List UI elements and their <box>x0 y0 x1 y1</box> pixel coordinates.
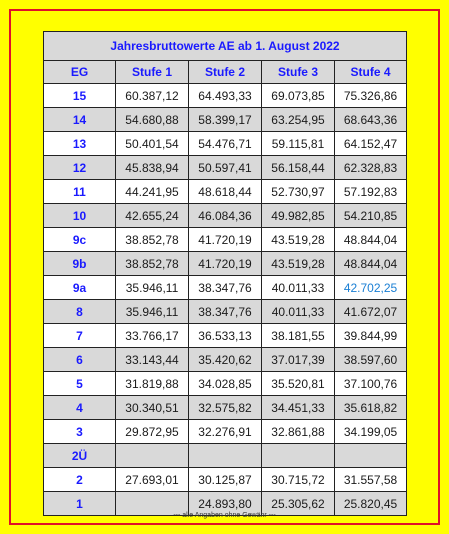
row-eg-label: 2 <box>44 468 116 492</box>
cell-stufe-1: 35.946,11 <box>116 276 189 300</box>
table-row <box>44 180 407 204</box>
cell-stufe-3: 40.011,33 <box>262 300 335 324</box>
row-eg-label: 6 <box>44 348 116 372</box>
table-row <box>44 132 407 156</box>
cell-stufe-3: 43.519,28 <box>262 252 335 276</box>
table-row <box>44 468 407 492</box>
cell-stufe-4: 57.192,83 <box>335 180 407 204</box>
table-row <box>44 324 407 348</box>
row-eg-label: 11 <box>44 180 116 204</box>
table-row <box>44 372 407 396</box>
cell-stufe-2 <box>189 444 262 468</box>
cell-stufe-4: 38.597,60 <box>335 348 407 372</box>
cell-stufe-2: 35.420,62 <box>189 348 262 372</box>
cell-stufe-4: 41.672,07 <box>335 300 407 324</box>
table-row <box>44 276 407 300</box>
header-eg: EG <box>44 61 116 84</box>
cell-stufe-2: 36.533,13 <box>189 324 262 348</box>
header-stufe-4: Stufe 4 <box>335 61 407 84</box>
cell-stufe-4 <box>335 444 407 468</box>
cell-stufe-3: 63.254,95 <box>262 108 335 132</box>
disclaimer-footer: --- alle Angaben ohne Gewähr --- <box>173 512 276 519</box>
cell-stufe-2: 46.084,36 <box>189 204 262 228</box>
row-eg-label: 13 <box>44 132 116 156</box>
table-title: Jahresbruttowerte AE ab 1. August 2022 <box>44 32 407 61</box>
cell-stufe-4: 42.702,25 <box>335 276 407 300</box>
cell-stufe-2: 41.720,19 <box>189 252 262 276</box>
cell-stufe-3: 69.073,85 <box>262 84 335 108</box>
cell-stufe-1: 38.852,78 <box>116 252 189 276</box>
row-eg-label: 5 <box>44 372 116 396</box>
row-eg-label: 15 <box>44 84 116 108</box>
table-row <box>44 228 407 252</box>
cell-stufe-2: 32.575,82 <box>189 396 262 420</box>
row-eg-label: 12 <box>44 156 116 180</box>
cell-stufe-4: 64.152,47 <box>335 132 407 156</box>
row-eg-label: 3 <box>44 420 116 444</box>
cell-stufe-4: 25.820,45 <box>335 492 407 516</box>
row-eg-label: 2Ü <box>44 444 116 468</box>
cell-stufe-3: 40.011,33 <box>262 276 335 300</box>
cell-stufe-1: 30.340,51 <box>116 396 189 420</box>
cell-stufe-4: 37.100,76 <box>335 372 407 396</box>
cell-stufe-2: 30.125,87 <box>189 468 262 492</box>
table-row <box>44 300 407 324</box>
cell-stufe-3: 32.861,88 <box>262 420 335 444</box>
row-eg-label: 9c <box>44 228 116 252</box>
cell-stufe-3: 25.305,62 <box>262 492 335 516</box>
cell-stufe-3: 49.982,85 <box>262 204 335 228</box>
cell-stufe-4: 68.643,36 <box>335 108 407 132</box>
cell-stufe-1: 44.241,95 <box>116 180 189 204</box>
row-eg-label: 9a <box>44 276 116 300</box>
cell-stufe-3: 52.730,97 <box>262 180 335 204</box>
cell-stufe-3: 34.451,33 <box>262 396 335 420</box>
cell-stufe-3: 56.158,44 <box>262 156 335 180</box>
cell-stufe-2: 38.347,76 <box>189 276 262 300</box>
table-body <box>44 84 407 516</box>
cell-stufe-2: 64.493,33 <box>189 84 262 108</box>
cell-stufe-1: 50.401,54 <box>116 132 189 156</box>
table-row <box>44 108 407 132</box>
cell-stufe-3: 35.520,81 <box>262 372 335 396</box>
cell-stufe-4: 62.328,83 <box>335 156 407 180</box>
cell-stufe-3: 37.017,39 <box>262 348 335 372</box>
cell-stufe-4: 34.199,05 <box>335 420 407 444</box>
cell-stufe-2: 34.028,85 <box>189 372 262 396</box>
cell-stufe-2: 38.347,76 <box>189 300 262 324</box>
cell-stufe-1: 35.946,11 <box>116 300 189 324</box>
table-row <box>44 348 407 372</box>
table-row <box>44 84 407 108</box>
cell-stufe-1: 45.838,94 <box>116 156 189 180</box>
table-row <box>44 204 407 228</box>
row-eg-label: 1 <box>44 492 116 516</box>
cell-stufe-2: 54.476,71 <box>189 132 262 156</box>
header-stufe-2: Stufe 2 <box>189 61 262 84</box>
table-row <box>44 156 407 180</box>
cell-stufe-1: 38.852,78 <box>116 228 189 252</box>
cell-stufe-2: 41.720,19 <box>189 228 262 252</box>
salary-table <box>43 31 407 516</box>
cell-stufe-3: 43.519,28 <box>262 228 335 252</box>
row-eg-label: 9b <box>44 252 116 276</box>
table-row <box>44 252 407 276</box>
cell-stufe-1: 54.680,88 <box>116 108 189 132</box>
cell-stufe-4: 35.618,82 <box>335 396 407 420</box>
cell-stufe-4: 54.210,85 <box>335 204 407 228</box>
cell-stufe-2: 32.276,91 <box>189 420 262 444</box>
cell-stufe-3: 59.115,81 <box>262 132 335 156</box>
cell-stufe-3 <box>262 444 335 468</box>
cell-stufe-4: 48.844,04 <box>335 228 407 252</box>
cell-stufe-1: 33.143,44 <box>116 348 189 372</box>
cell-stufe-4: 75.326,86 <box>335 84 407 108</box>
cell-stufe-2: 48.618,44 <box>189 180 262 204</box>
cell-stufe-1: 33.766,17 <box>116 324 189 348</box>
cell-stufe-3: 38.181,55 <box>262 324 335 348</box>
cell-stufe-1: 60.387,12 <box>116 84 189 108</box>
cell-stufe-3: 30.715,72 <box>262 468 335 492</box>
table-row <box>44 420 407 444</box>
cell-stufe-1 <box>116 444 189 468</box>
row-eg-label: 10 <box>44 204 116 228</box>
cell-stufe-4: 48.844,04 <box>335 252 407 276</box>
row-eg-label: 8 <box>44 300 116 324</box>
row-eg-label: 4 <box>44 396 116 420</box>
header-stufe-1: Stufe 1 <box>116 61 189 84</box>
table-row <box>44 396 407 420</box>
cell-stufe-4: 39.844,99 <box>335 324 407 348</box>
cell-stufe-1: 29.872,95 <box>116 420 189 444</box>
row-eg-label: 7 <box>44 324 116 348</box>
cell-stufe-2: 24.893,80 <box>189 492 262 516</box>
header-stufe-3: Stufe 3 <box>262 61 335 84</box>
cell-stufe-2: 58.399,17 <box>189 108 262 132</box>
cell-stufe-1: 27.693,01 <box>116 468 189 492</box>
cell-stufe-2: 50.597,41 <box>189 156 262 180</box>
cell-stufe-4: 31.557,58 <box>335 468 407 492</box>
cell-stufe-1: 42.655,24 <box>116 204 189 228</box>
table-header-row <box>44 61 407 84</box>
table-row <box>44 444 407 468</box>
row-eg-label: 14 <box>44 108 116 132</box>
cell-stufe-1: 31.819,88 <box>116 372 189 396</box>
